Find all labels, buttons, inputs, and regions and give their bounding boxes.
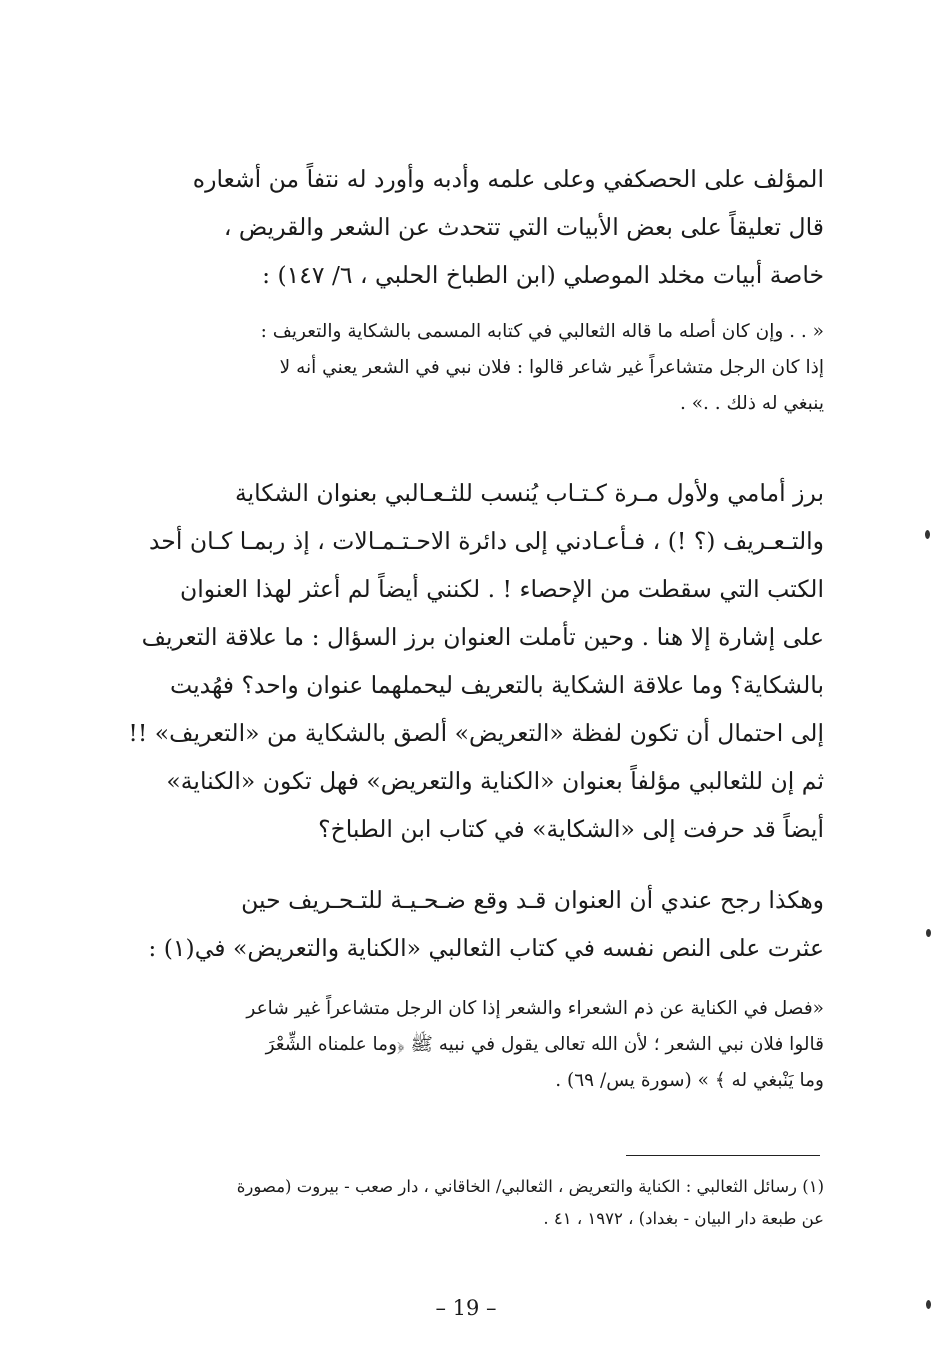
para2-line-1: برز أمامي ولأول مـرة كـتـاب يُنسب للثـعـالبي بعنوان الشكاية — [235, 479, 824, 507]
para3-line-1: وهكذا رجح عندي أن العنوان قـد وقع ضـحـيـة للتـحـريف حين — [241, 886, 824, 914]
quote2-line-3: وما يَنْبغي له ﴾ » (سورة يس/ ٦٩) . — [555, 1070, 824, 1091]
intro-paragraph — [108, 155, 824, 299]
para2-line-5: بالشكاية؟ وما علاقة الشكاية بالتعريف ليحملهما عنوان واحد؟ فهُديت — [170, 671, 824, 699]
scan-speck — [925, 530, 930, 539]
conclusion-paragraph — [108, 876, 824, 972]
intro-line-2: قال تعليقاً على بعض الأبيات التي تتحدث عن الشعر والقريض ، — [223, 213, 824, 241]
footnote — [108, 1171, 824, 1235]
para2-line-4: على إشارة إلا هنا . وحين تأملت العنوان برز السؤال : ما علاقة التعريف — [141, 623, 824, 651]
para2-line-7: ثم إن للثعالبي مؤلفاً بعنوان «الكناية والتعريض» فهل تكون «الكناية» — [166, 767, 824, 795]
footnote-separator — [626, 1155, 820, 1156]
scan-speck — [926, 1300, 931, 1309]
footnote-line-1: (١) رسائل الثعالبي : الكناية والتعريض ، الثعالبي/ الخاقاني ، دار صعب - بيروت (مصورة — [236, 1177, 824, 1196]
para2-line-3: الكتب التي سقطت من الإحصاء ! . لكنني أيضاً لم أعثر لهذا العنوان — [179, 575, 824, 603]
quote2-line-2: قالوا فلان نبي الشعر ؛ لأن الله تعالى يقول في نبيه ﷺ ﴿وما علمناه الشِّعْرَ — [265, 1034, 824, 1055]
scan-speck — [926, 929, 931, 937]
quote2-line-1: «فصل في الكناية عن ذم الشعراء والشعر إذا كان الرجل متشاعراً غير شاعر — [246, 998, 824, 1019]
para2-line-8: أيضاً قد حرفت إلى «الشكاية» في كتاب ابن الطباخ؟ — [318, 815, 824, 843]
quote1-line-1: « . . وإن كان أصله ما قاله الثعالبي في كتابه المسمى بالشكاية والتعريف : — [260, 321, 824, 342]
quote-block-2 — [108, 991, 824, 1099]
intro-line-3: خاصة أبيات مخلد الموصلي (ابن الطباخ الحلبي ، ٦/ ١٤٧) : — [262, 261, 824, 289]
page-number: – 19 – — [435, 1296, 497, 1320]
quote-block-1 — [108, 314, 824, 422]
para2-line-2: والتـعـريف (؟ !) ، فـأعـادني إلى دائرة الاحـتـمـالات ، إذ ربمـا كـان أحد — [148, 527, 824, 555]
quote1-line-2: إذا كان الرجل متشاعراً غير شاعر قالوا : فلان نبي في الشعر يعني أنه لا — [279, 357, 824, 378]
main-paragraph — [108, 469, 824, 853]
para3-line-2: عثرت على النص نفسه في كتاب الثعالبي «الكناية والتعريض» في(١) : — [148, 934, 824, 962]
footnote-line-2: عن طبعة دار البيان - بغداد) ، ١٩٧٢ ، ٤١ . — [543, 1209, 824, 1228]
quote1-line-3: ينبغي له ذلك . .» . — [679, 393, 824, 414]
para2-line-6: إلى احتمال أن تكون لفظة «التعريض» ألصق بالشكاية من «التعريف» !! — [128, 719, 824, 747]
intro-line-1: المؤلف على الحصكفي وعلى علمه وأدبه وأورد له نتفاً من أشعاره — [192, 165, 824, 193]
